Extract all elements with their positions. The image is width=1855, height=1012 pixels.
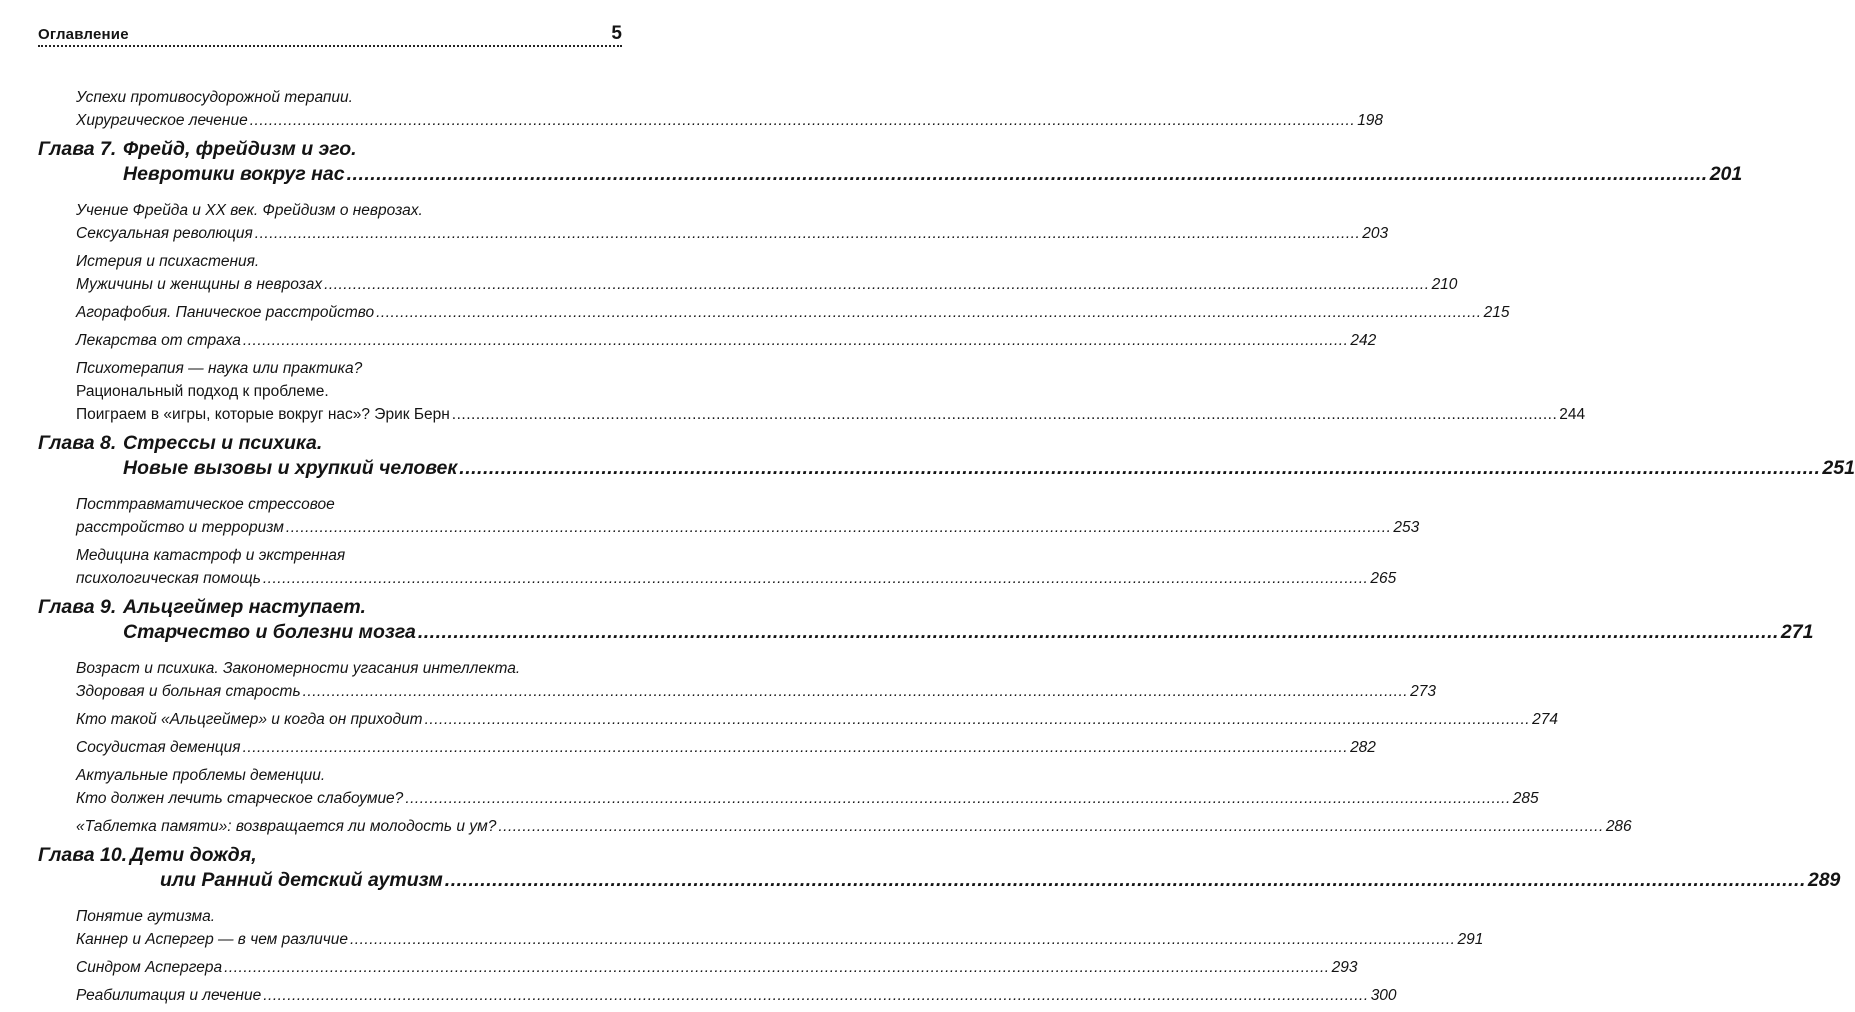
toc-entry-text: «Таблетка памяти»: возвращается ли молодость и ум? [76, 818, 497, 835]
toc-page-number: 198 [1357, 112, 1384, 129]
toc-chapter-leader [123, 162, 1743, 187]
header-divider [38, 45, 622, 47]
toc-page-number: 203 [1362, 225, 1389, 242]
toc-chapter [38, 843, 1841, 893]
running-title: Оглавление [38, 26, 129, 43]
chapter-title: Старчество и болезни мозга [123, 621, 416, 643]
toc-entry-leader [76, 109, 1384, 132]
toc-entry [76, 329, 1377, 352]
toc-entry [76, 764, 1539, 810]
toc-entry-text: психологическая помощь [76, 570, 261, 587]
toc-chapter [38, 431, 1855, 481]
toc-entry-text: Посттравматическое стрессовое [76, 496, 335, 513]
toc-page-number: 253 [1393, 519, 1420, 536]
chapter-title: Дети дождя, [130, 844, 257, 866]
toc-entry-leader [76, 403, 1586, 426]
chapter-number: Глава 8. [38, 432, 117, 454]
page-number: 5 [611, 23, 622, 44]
toc-entry-text: Каннер и Аспергер — в чем различие [76, 931, 348, 948]
toc-entry [76, 984, 1397, 1007]
toc-entry [76, 301, 1510, 324]
toc-entry [76, 86, 1384, 132]
toc-entry-text: расстройство и терроризм [76, 519, 284, 536]
toc-entry [76, 544, 1397, 590]
toc-entry [76, 956, 1358, 979]
chapter-title: Стрессы и психика. [123, 432, 323, 454]
chapter-title: Альцгеймер наступает. [123, 596, 366, 618]
chapter-title: или Ранний детский аутизм [160, 869, 443, 891]
toc-page-number: 271 [1780, 621, 1814, 643]
toc-page-number: 244 [1559, 406, 1586, 423]
toc-entry-leader [76, 736, 1376, 759]
chapter-title: Фрейд, фрейдизм и эго. [123, 138, 357, 160]
chapter-number: Глава 9. [38, 596, 117, 618]
toc-entry-text: Учение Фрейда и XX век. Фрейдизм о неврозах. [76, 202, 423, 219]
toc-entry [76, 493, 1420, 539]
toc-page-number: 282 [1350, 739, 1376, 756]
toc-page-number: 285 [1512, 790, 1539, 807]
toc-entry-leader [76, 680, 1436, 703]
toc-entry-text: Медицина катастроф и экстренная [76, 547, 346, 564]
toc-entry [76, 250, 1458, 296]
toc-page-number: 251 [1822, 457, 1855, 479]
toc-entry-text: Лекарства от страха [76, 332, 241, 349]
toc-entry [76, 815, 1632, 838]
toc-entry-leader [76, 329, 1377, 352]
toc-page-number: 215 [1483, 304, 1510, 321]
toc-entry-leader [76, 273, 1458, 296]
toc-entry-leader [76, 928, 1484, 951]
toc-entry-leader [76, 984, 1397, 1007]
toc-entry-text: Психотерапия — наука или практика? [76, 360, 363, 377]
toc-entry [76, 736, 1376, 759]
toc-page-number: 274 [1532, 711, 1558, 728]
toc-entry [76, 708, 1558, 731]
toc-entry-text: Кто такой «Альцгеймер» и когда он приходит [76, 711, 423, 728]
toc-entry-leader [76, 956, 1358, 979]
toc-entry-text: Сосудистая деменция [76, 739, 241, 756]
toc-chapter-leader [160, 868, 1841, 893]
toc-page-number: 300 [1370, 987, 1397, 1004]
toc-entry-text: Агорафобия. Паническое расстройство [76, 304, 375, 321]
toc-entry-text: Успехи противосудорожной терапии. [76, 89, 353, 106]
toc-entry [76, 905, 1484, 951]
toc-entry-leader [76, 708, 1558, 731]
toc-chapter-leader [123, 620, 1814, 645]
toc-entry-text: Возраст и психика. Закономерности угасания интеллекта. [76, 660, 521, 677]
toc-page-number: 293 [1331, 959, 1358, 976]
toc-page-number: 265 [1370, 570, 1397, 587]
toc-entry-text: Реабилитация и лечение [76, 987, 262, 1004]
toc-entry [76, 357, 1586, 426]
toc-entry-text: Мужичины и женщины в неврозах [76, 276, 323, 293]
toc-entry-text: Понятие аутизма. [76, 908, 216, 925]
toc-entry-leader [76, 222, 1389, 245]
chapter-title: Новые вызовы и хрупкий человек [123, 457, 458, 479]
toc-entry-text: Здоровая и больная старость [76, 683, 301, 700]
toc-entry-text: Актуальные проблемы деменции. [76, 767, 326, 784]
toc-page-number: 242 [1350, 332, 1377, 349]
toc-entry-leader [76, 567, 1397, 590]
chapter-title: Невротики вокруг нас [123, 163, 345, 185]
toc-entry-text: Синдром Аспергера [76, 959, 223, 976]
toc-entry-leader [76, 516, 1420, 539]
toc-page-number: 289 [1807, 869, 1841, 891]
toc-page-number: 286 [1605, 818, 1632, 835]
page-header [38, 23, 622, 46]
toc-entry-leader [76, 301, 1510, 324]
chapter-number: Глава 7. [38, 138, 117, 160]
toc-entry-text: Хирургическое лечение [76, 112, 248, 129]
toc-entry-text: Сексуальная революция [76, 225, 253, 242]
toc-entry-text: Рациональный подход к проблеме. [76, 383, 329, 400]
toc-page-number: 291 [1457, 931, 1484, 948]
toc-entry [76, 657, 1436, 703]
toc-entry-text: Поиграем в «игры, которые вокруг нас»? Эрик Берн [76, 406, 450, 423]
toc-entry-leader [76, 815, 1632, 838]
toc-chapter-leader [123, 456, 1855, 481]
toc-chapter [38, 595, 1814, 645]
toc-entry-leader [76, 787, 1539, 810]
toc-entry-text: Истерия и психастения. [76, 253, 260, 270]
toc-page-number: 201 [1709, 163, 1743, 185]
toc-chapter [38, 137, 1743, 187]
chapter-number: Глава 10. [38, 844, 128, 866]
toc-entry [76, 199, 1389, 245]
toc-page-number: 273 [1410, 683, 1436, 700]
toc-entry-text: Кто должен лечить старческое слабоумие? [76, 790, 404, 807]
toc-page-number: 210 [1431, 276, 1458, 293]
table-of-contents [38, 86, 1855, 1012]
